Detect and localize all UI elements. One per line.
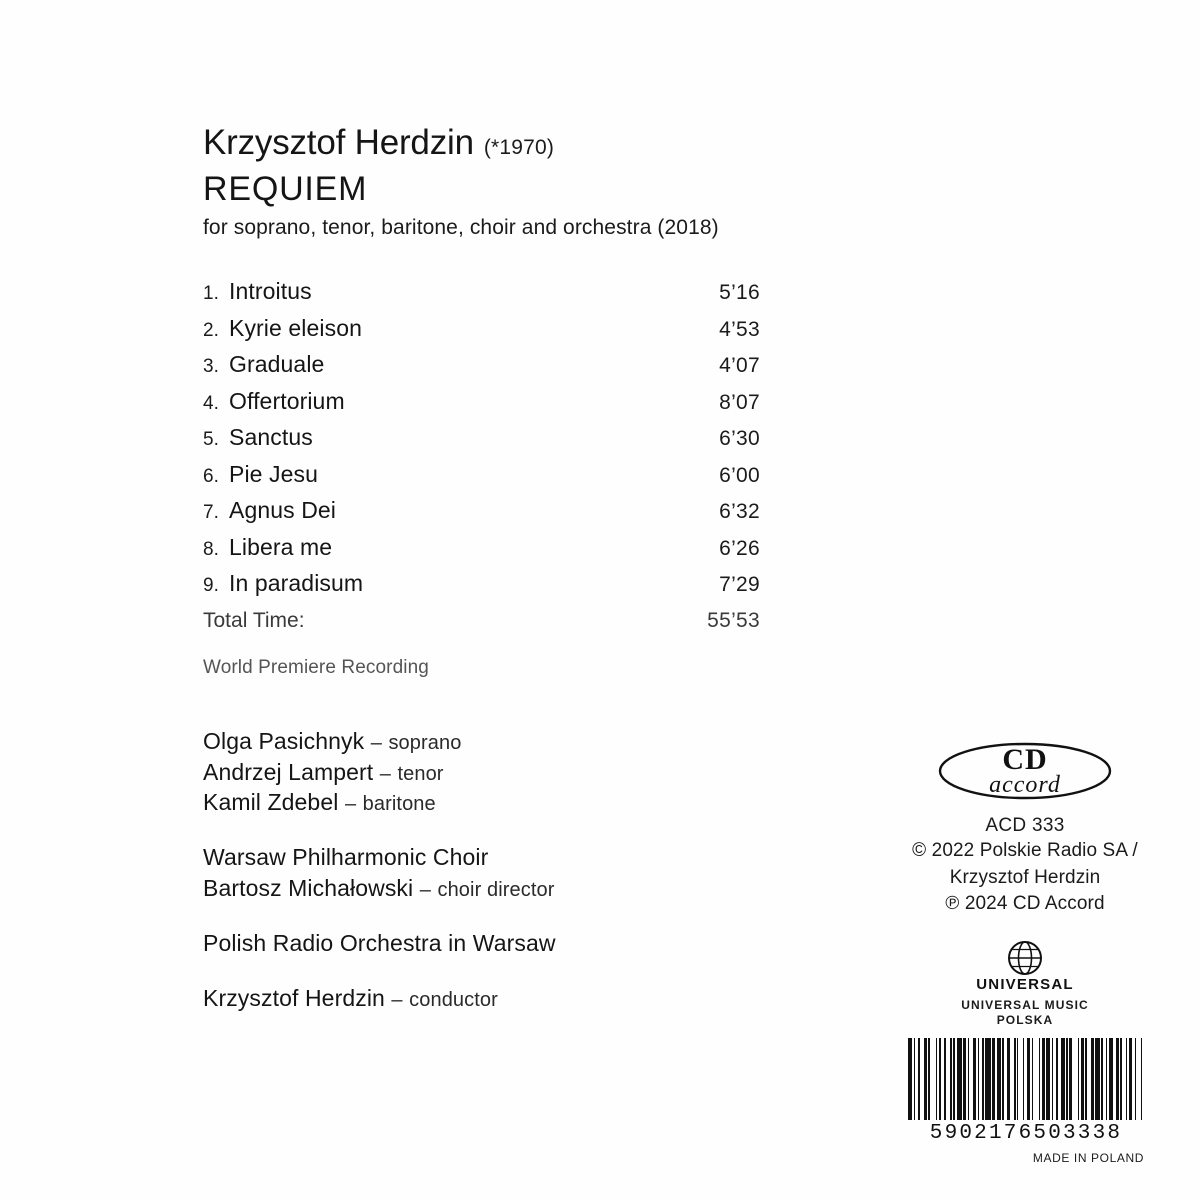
composer-years: (*1970) [483,136,555,159]
catalog-number: ACD 333 [985,815,1065,836]
track-number: 5. [203,429,219,451]
barcode-image [908,1038,1144,1120]
track-row [203,315,760,352]
performer-line [203,787,803,818]
track-number: 7. [203,502,219,524]
label-info [900,735,1150,1028]
track-row [203,351,760,388]
track-duration: 4’53 [719,317,760,341]
track-title: Kyrie eleison [229,314,362,341]
track-number: 3. [203,356,219,378]
track-row [203,278,760,315]
track-row [203,534,760,571]
performer-role: conductor [409,988,498,1011]
performer-group-choir [203,842,803,904]
track-title: In paradisum [229,570,364,597]
ensemble-name: Warsaw Philharmonic Choir [203,844,489,871]
track-row [203,497,760,534]
work-title: REQUIEM [203,169,368,208]
track-duration: 6’26 [719,536,760,560]
copyright-line-1: © 2022 Polskie Radio SA / [912,840,1138,861]
performer-role: choir director [437,878,555,901]
track-duration: 7’29 [719,573,760,597]
tracklist [203,278,760,645]
premiere-note: World Premiere Recording [203,656,429,678]
svg-text:UNIVERSAL: UNIVERSAL [976,976,1074,994]
track-title: Agnus Dei [229,497,337,524]
copyright-line-3: ℗ 2024 CD Accord [945,893,1105,915]
track-duration: 5’16 [719,281,760,305]
work-subtitle: for soprano, tenor, baritone, choir and orchestra (2018) [203,216,719,240]
track-title: Graduale [229,351,325,378]
performer-line [203,842,803,873]
performers [203,726,803,1014]
track-row [203,388,760,425]
total-time-row [203,609,760,645]
performer-name: Andrzej Lampert [203,758,374,785]
track-duration: 6’32 [719,500,760,524]
total-time-label: Total Time: [203,608,305,632]
track-title: Offertorium [229,387,345,414]
total-time-value: 55’53 [707,608,760,632]
track-duration: 6’00 [719,463,760,487]
track-number: 8. [203,538,219,560]
performer-name: Bartosz Michałowski [203,874,414,901]
svg-text:CD: CD [1002,743,1048,776]
track-number: 1. [203,283,219,305]
performer-dash: – [419,878,431,901]
barcode-digits: 5902176503338 [929,1122,1123,1145]
cd-accord-logo-icon [937,735,1113,807]
performer-role: baritone [362,793,436,816]
performer-dash: – [370,731,382,754]
ensemble-name: Polish Radio Orchestra in Warsaw [203,929,556,956]
composer-name: Krzysztof Herdzin [203,123,474,162]
performer-line [203,873,803,904]
track-row [203,570,760,607]
made-in-text: MADE IN POLAND [1032,1151,1144,1165]
track-number: 6. [203,465,219,487]
performer-group-conductor [203,983,803,1014]
barcode-block [908,1038,1144,1165]
performer-line [203,757,803,788]
composer-line [203,124,803,163]
performer-dash: – [344,793,357,816]
performer-dash: – [391,988,403,1011]
track-title: Sanctus [229,424,313,451]
track-number: 4. [203,392,219,414]
performer-role: soprano [388,731,462,754]
performer-line [203,928,803,959]
track-duration: 4’07 [719,354,760,378]
universal-sub-1: UNIVERSAL MUSIC [961,998,1089,1013]
performer-name: Olga Pasichnyk [203,727,365,754]
performer-line [203,983,803,1014]
track-number: 2. [203,319,219,341]
performer-group-soloists [203,726,803,818]
performer-name: Krzysztof Herdzin [203,984,385,1011]
svg-text:accord: accord [989,772,1061,798]
universal-sub-2: POLSKA [996,1013,1054,1028]
copyright-line-2: Krzysztof Herdzin [949,866,1101,888]
track-row [203,461,760,498]
performer-dash: – [379,762,391,785]
track-title: Pie Jesu [229,460,319,487]
track-number: 9. [203,575,219,597]
track-row [203,424,760,461]
universal-logo-icon [900,939,1150,1028]
performer-name: Kamil Zdebel [203,789,339,816]
track-duration: 6’30 [719,427,760,451]
performer-group-orchestra [203,928,803,959]
track-title: Libera me [229,533,333,560]
performer-line [203,726,803,757]
track-title: Introitus [229,278,312,305]
performer-role: tenor [397,762,444,785]
track-duration: 8’07 [719,390,760,414]
main-content [203,124,803,1037]
